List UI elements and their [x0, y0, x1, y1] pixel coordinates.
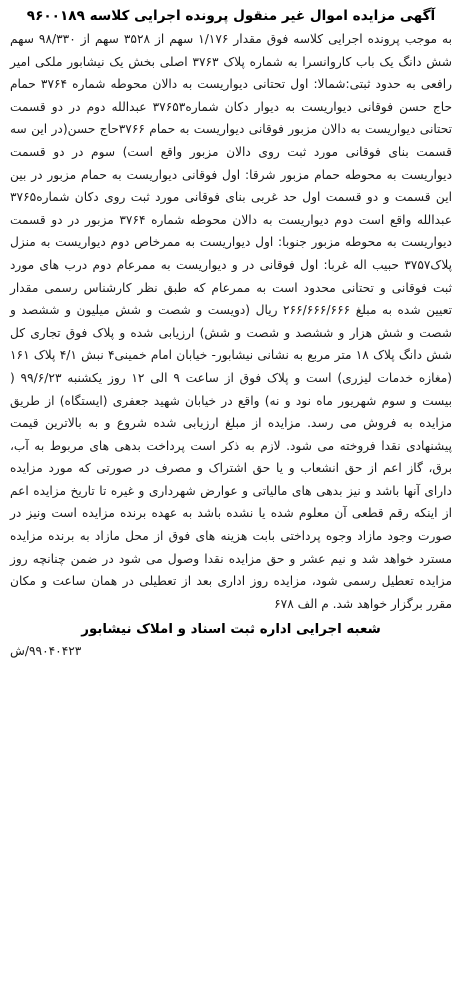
reference-row [10, 641, 452, 661]
notice-body: به موجب پرونده اجرایی کلاسه فوق مقدار ۱/۱۷۶ سهم از ۳۵۲۸ سهم از ۹۸/۳۳۰ سهم شش دانگ یک باب کاروانسرا به شماره پلاک ۳۷۶۳ اصلی بخش یک نیشابور ملکی امیر رافعی به حدود ثبتی:شمالا: اول تحتانی دیواریست به دالان محوطه شماره ۳۷۶۴ حمام حاج حسن فوقانی دیواریست به دیوار دکان شماره۳۷۶۵۳ عبدالله دوم در دو قسمت تحتانی دیواریست به دالان مزبور فوقانی دیواریست به حمام ۳۷۶۶حاج حسن(در این سه قسمت بنای فوقانی مورد ثبت روی دالان مزبور واقع است) سوم در دو قسمت دیواریست به محوطه حمام مزبور شرقا: اول فوقانی دیواریست به حمام مزبور در بین این قسمت و دو قسمت اول حد غربی بنای فوقانی مورد ثبت روی دکان شماره۳۷۶۵ عبدالله واقع است دوم دیواریست به دالان محوطه شماره ۳۷۶۴ مزبور در دو قسمت دیواریست به محوطه مزبور جنوبا: اول دیواریست به ممرخاص دوم دیواریست به منزل پلاک۳۷۵۷ حبیب اله غربا: اول فوقانی در و دیواریست به ممرعام دوم درب های مورد ثبت فوقانی و تحتانی محدود است به ممرعام که طبق نظر کارشناس رسمی مقدار تعیین شده به مبلغ ۲۶۶/۶۶۶/۶۶۶ ریال (دویست و شصت و شش میلیون و ششصد و شصت و شش هزار و ششصد و شصت و شش) ارزیابی شده و پلاک فوق تجاری کل شش دانگ پلاک ۱۸ متر مربع به نشانی نیشابور- خیابان امام خمینی۴ نبش ۴/۱ پلاک ۱۶۱ (مغازه خدمات لیزری) است و پلاک فوق از ساعت ۹ الی ۱۲ روز یکشنبه ۹۹/۶/۲۳ ( بیست و سوم شهریور ماه نود و نه) واقع در خیابان شهید جعفری (ایستگاه) از طریق مزایده به فروش می رسد. مزایده از مبلغ ارزیابی شده شروع و به بالاترین قیمت پیشنهادی نقدا فروخته می شود. لازم به ذکر است پرداخت بدهی های مربوط به آب، برق، گاز اعم از حق انشعاب و یا حق اشتراک و مصرف در صورتی که مورد مزایده دارای آنها باشد و نیز بدهی های مالیاتی و عوارض شهرداری و غیره تا تاریخ مزایده اعم از اینکه رقم قطعی آن معلوم شده یا نشده باشد به عهده برنده مزایده است ونیز در صورت وجود مازاد وجوه پرداختی بابت هزینه های فوق از محل مازاد به برنده مزایده مسترد خواهد شد و نیم عشر و حق مزایده نقدا وصول می شود در ضمن چنانچه روز مزایده تعطیل رسمی شود، مزایده روز اداری بعد از تعطیلی در همان ساعت و مکان مقرر برگزار خواهد شد. م الف ۶۷۸ [10, 32, 452, 611]
notice-headline: آگهی مزایده اموال غیر منقول پرونده اجرایی کلاسه ۹۶۰۰۱۸۹ [26, 8, 436, 24]
issuing-office-signature: شعبه اجرایی اداره ثبت اسناد و املاک نیشابور [81, 622, 381, 638]
reference-code: ۹۹۰۴۰۴۲۳/ش [10, 644, 82, 659]
